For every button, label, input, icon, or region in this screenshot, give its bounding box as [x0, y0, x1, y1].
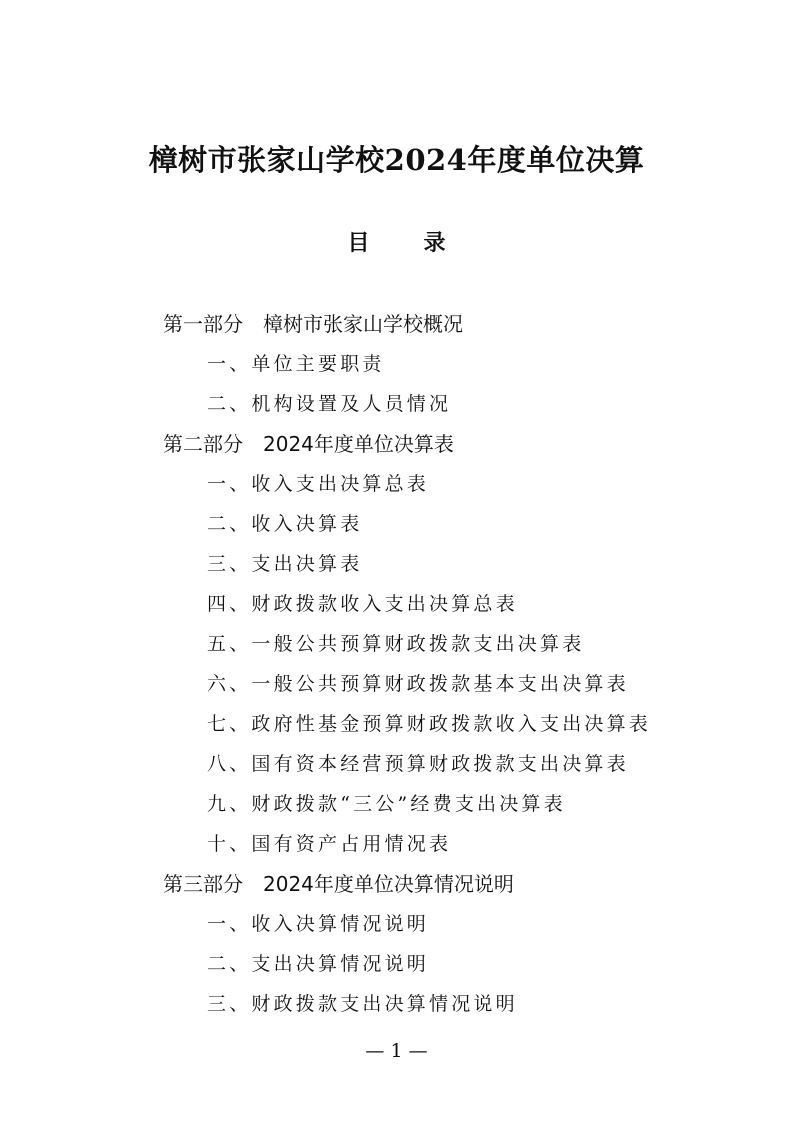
- toc-item[interactable]: 十、国有资产占用情况表: [207, 833, 452, 855]
- toc-part-name: 2024年度单位决算表: [263, 432, 454, 456]
- page-number: — 1 —: [365, 1040, 428, 1062]
- toc-part-2[interactable]: [163, 424, 454, 464]
- toc-item[interactable]: 八、国有资本经营预算财政拨款支出决算表: [207, 753, 629, 775]
- toc-item[interactable]: 一、单位主要职责: [207, 353, 385, 375]
- toc-item[interactable]: 六、一般公共预算财政拨款基本支出决算表: [207, 673, 629, 695]
- toc-item[interactable]: 五、一般公共预算财政拨款支出决算表: [207, 633, 585, 655]
- toc-item[interactable]: 一、收入支出决算总表: [207, 473, 430, 495]
- toc-part-label: 第一部分: [163, 312, 243, 336]
- toc-item[interactable]: 二、机构设置及人员情况: [207, 393, 452, 415]
- toc-heading: [0, 226, 793, 257]
- toc-item[interactable]: 三、财政拨款支出决算情况说明: [207, 993, 518, 1015]
- toc-part-name: 2024年度单位决算情况说明: [263, 872, 514, 896]
- toc-part-label: 第三部分: [163, 872, 243, 896]
- toc-item[interactable]: 九、财政拨款“三公”经费支出决算表: [207, 793, 566, 815]
- toc-part-1[interactable]: [163, 304, 463, 344]
- toc-item[interactable]: 一、收入决算情况说明: [207, 913, 430, 935]
- toc-part-3[interactable]: [163, 864, 514, 904]
- toc-heading-left: 目: [347, 231, 370, 256]
- document-title: 樟树市张家山学校2024年度单位决算: [148, 143, 645, 177]
- toc-heading-right: 录: [423, 231, 446, 256]
- toc-part-name: 樟树市张家山学校概况: [263, 312, 463, 336]
- toc-item[interactable]: 七、政府性基金预算财政拨款收入支出决算表: [207, 713, 652, 735]
- toc-item[interactable]: 二、支出决算情况说明: [207, 953, 430, 975]
- toc-item[interactable]: 二、收入决算表: [207, 513, 363, 535]
- toc-item[interactable]: 三、支出决算表: [207, 553, 363, 575]
- toc-item[interactable]: 四、财政拨款收入支出决算总表: [207, 593, 518, 615]
- toc-part-label: 第二部分: [163, 432, 243, 456]
